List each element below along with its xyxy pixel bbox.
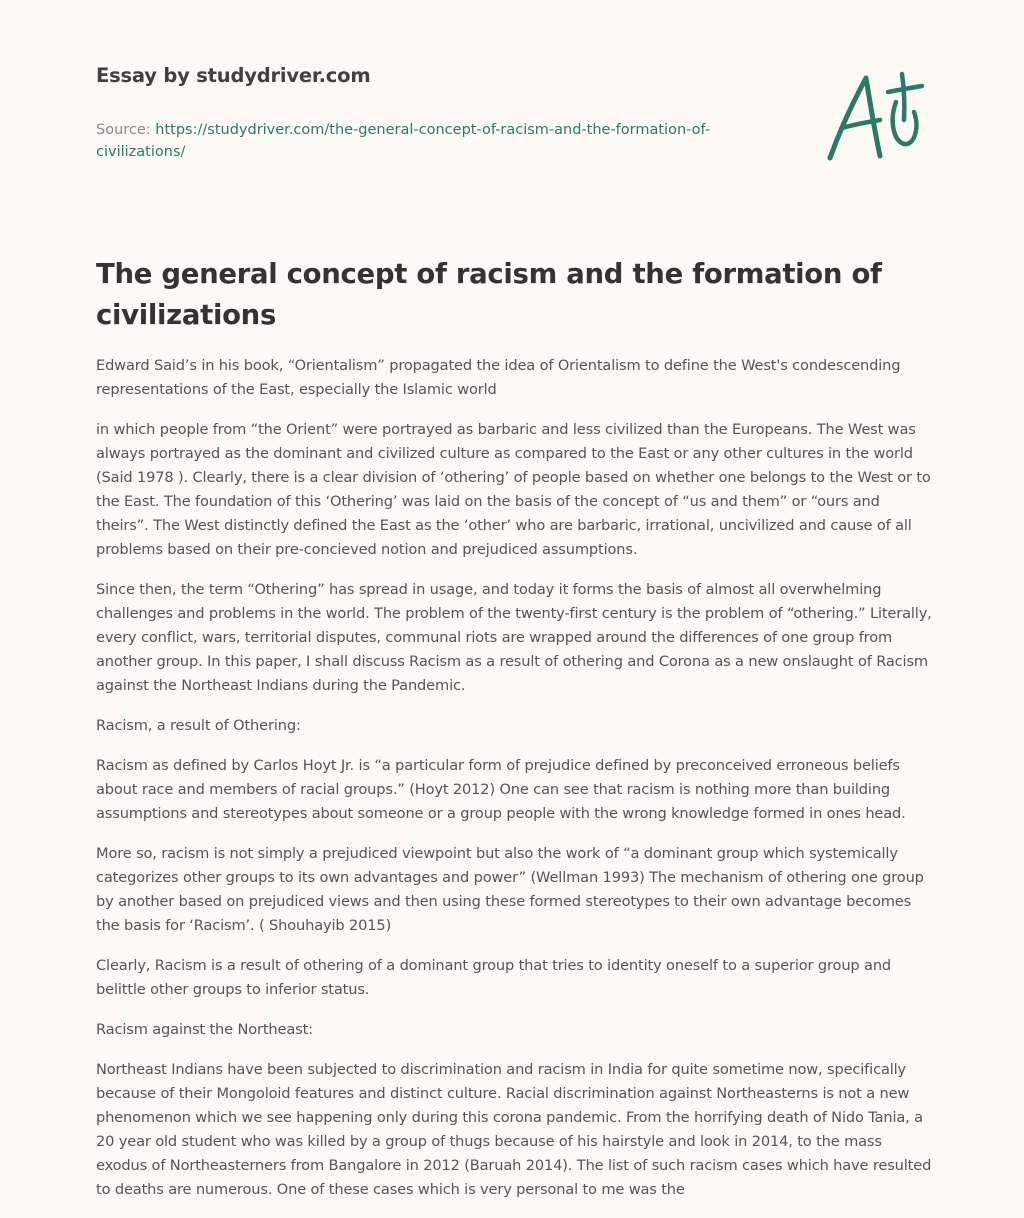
paragraph: Clearly, Racism is a result of othering of a dominant group that tries to identity oneself to a superior group and belittle other groups to inferior status. [96, 957, 892, 998]
source-label: Source: [96, 122, 156, 138]
source-line [96, 119, 756, 163]
a-plus-logo-icon [822, 68, 926, 164]
source-link[interactable]: https://studydriver.com/the-general-concept-of-racism-and-the-formation-of-civilizations/ [96, 122, 711, 160]
paragraph: Since then, the term “Othering” has spread in usage, and today it forms the basis of almost all overwhelming challenges and problems in the world. The problem of the twenty-first century is the problem of “othering.” Literally, every conflict, wars, territorial disputes, communal riots are wrapped around the differences of one group from another group. In this paper, I shall discuss Racism as a result of othering and Corona as a new onslaught of Racism against the Northeast Indians during the Pandemic. [96, 581, 932, 694]
essay-body [96, 354, 932, 1218]
paragraph: Northeast Indians have been subjected to discrimination and racism in India for quite sometime now, specifically because of their Mongoloid features and distinct culture. Racial discrimination against Northeasterns is not a new phenomenon which we see happening only during this corona pandemic. From the horrifying death of Nido Tania, a 20 year old student who was killed by a group of thugs because of his hairstyle and look in 2014, to the mass exodus of Northeasterners from Bangalore in 2012 (Baruah 2014). The list of such racism cases which have resulted to deaths are numerous. One of these cases which is very personal to me was the [96, 1061, 932, 1198]
essay-title: The general concept of racism and the formation of civilizations [96, 258, 882, 331]
paragraph: Edward Said’s in his book, “Orientalism” propagated the idea of Orientalism to define the West's condescending representations of the East, especially the Islamic world [96, 357, 901, 398]
paragraph: Racism as defined by Carlos Hoyt Jr. is “a particular form of prejudice defined by preconceived erroneous beliefs about race and members of racial groups.” (Hoyt 2012) One can see that racism is nothing more than building assumptions and stereotypes about someone or a group people with the wrong knowledge formed in ones head. [96, 757, 906, 822]
site-title: Essay by studydriver.com [96, 64, 371, 87]
a-plus-logo [822, 68, 926, 164]
paragraph: in which people from “the Orient” were portrayed as barbaric and less civilized than the Europeans. The West was always portrayed as the dominant and civilized culture as compared to the East or any other cultures in the world (Said 1978 ). Clearly, there is a clear division of ‘othering’ of people based on whether one belongs to the West or to the East. The foundation of this ‘Othering’ was laid on the basis of the concept of “us and them” or “ours and theirs”. The West distinctly defined the East as the ‘other’ who are barbaric, irrational, uncivilized and cause of all problems based on their pre-concieved notion and prejudiced assumptions. [96, 421, 931, 558]
paragraph: More so, racism is not simply a prejudiced viewpoint but also the work of “a dominant group which systemically categorizes other groups to its own advantages and power” (Wellman 1993) The mechanism of othering one group by another based on prejudiced views and then using these formed stereotypes to their own advantage becomes the basis for ‘Racism’. ( Shouhayib 2015) [96, 845, 924, 934]
section-heading: Racism, a result of Othering: [96, 717, 301, 734]
header [96, 64, 816, 163]
section-heading: Racism against the Northeast: [96, 1021, 313, 1038]
